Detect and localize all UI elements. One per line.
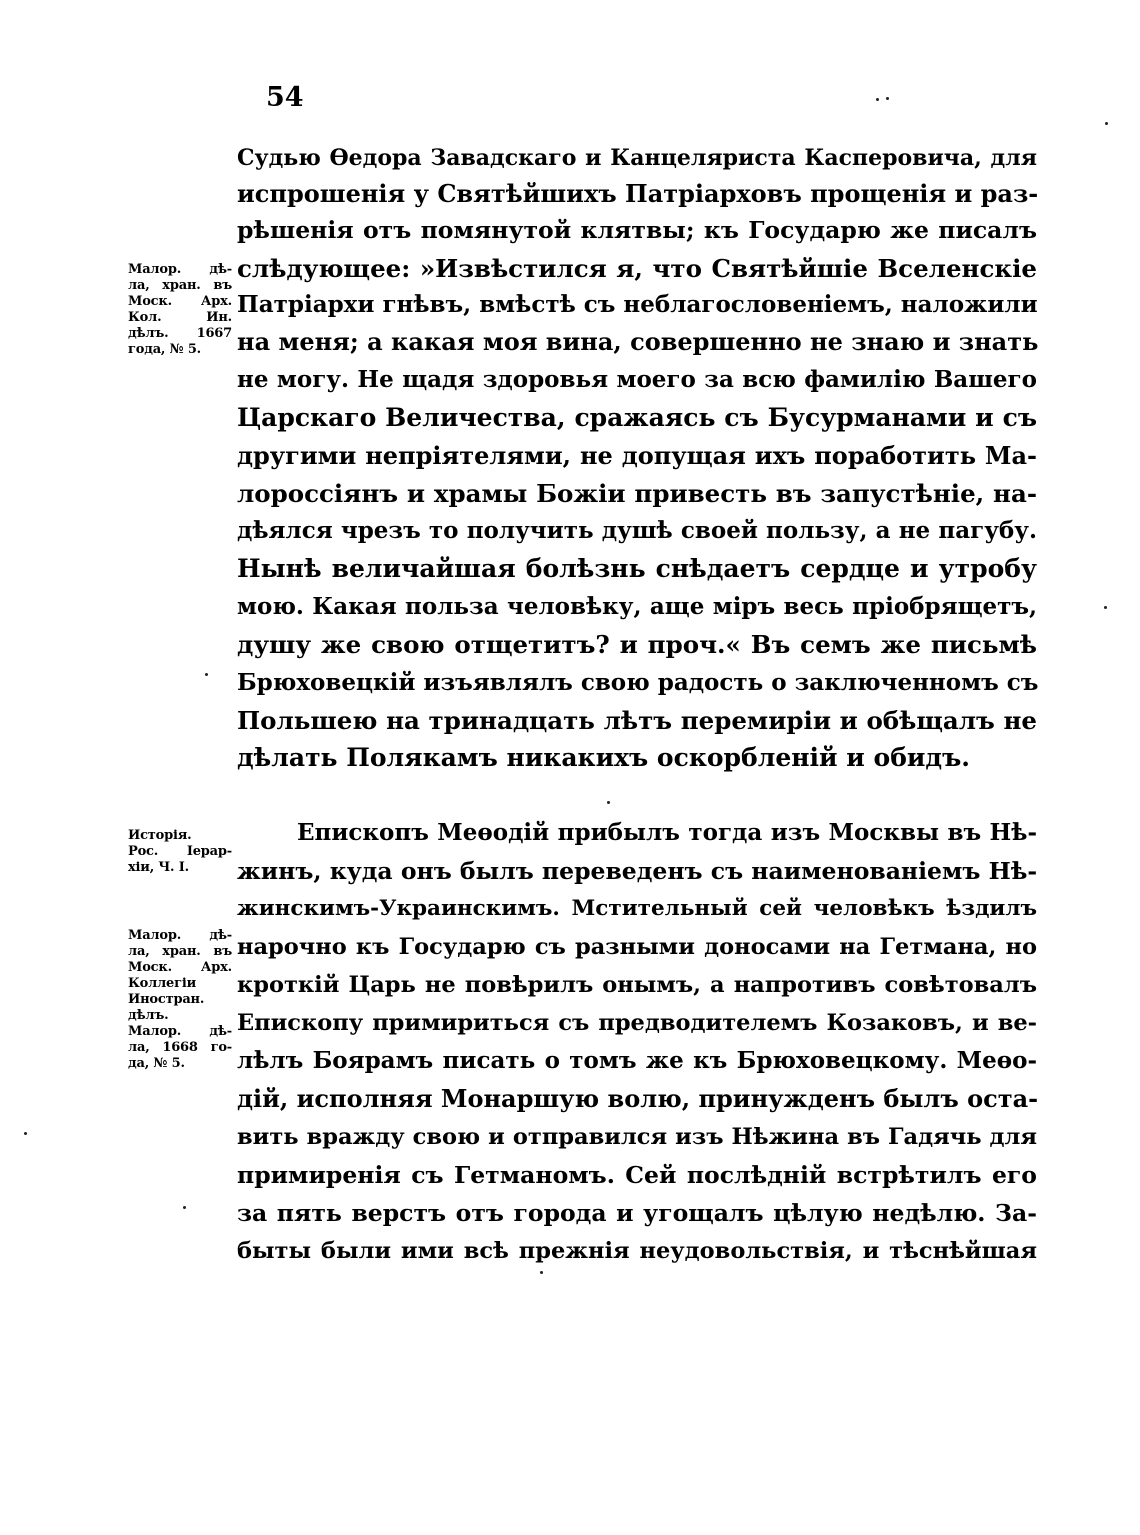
- marginal-note-line: Рос. Іерар-: [128, 844, 232, 859]
- scan-speck: [607, 801, 610, 804]
- paragraph-line: быты были ими всѣ прежнія неудовольствія, и тѣснѣйшая: [237, 1238, 1037, 1264]
- scan-speck: [205, 673, 208, 676]
- paragraph-line: Епископу примириться съ предводителемъ Козаковъ, и ве-: [237, 1010, 1037, 1036]
- scan-speck: [24, 1132, 27, 1135]
- marginal-note-line: ла, хран. въ: [128, 278, 232, 293]
- paragraph-line: не могу. Не щадя здоровья моего за всю фамилію Вашего: [237, 366, 1037, 393]
- marginal-note-line: дѣлъ. 1667: [128, 326, 232, 341]
- paragraph-line: кроткій Царь не повѣрилъ онымъ, а напротивъ совѣтовалъ: [237, 972, 1037, 998]
- paragraph-line: за пять верстъ отъ города и угощалъ цѣлую недѣлю. За-: [237, 1199, 1037, 1227]
- marginal-note-line: Моск. Арх.: [128, 294, 232, 309]
- paragraph-line: жинскимъ-Украинскимъ. Мстительный сей человѣкъ ѣздилъ: [237, 896, 1037, 921]
- paragraph-line: Царскаго Величества, сражаясь съ Бусурманами и съ: [237, 403, 1037, 432]
- paragraph-line: мою. Какая польза человѣку, аще міръ весь пріобрящетъ,: [237, 593, 1037, 620]
- marginal-note-line: Исторія.: [128, 828, 192, 843]
- paragraph-line: Патріархи гнѣвъ, вмѣстѣ съ неблагословеніемъ, наложили: [237, 291, 1038, 318]
- marginal-note-3: [128, 928, 232, 1072]
- paragraph-line: Нынѣ величайшая болѣзнь снѣдаетъ сердце и утробу: [237, 554, 1037, 583]
- marginal-note-line: ла, 1668 го-: [128, 1040, 232, 1055]
- marginal-note-line: хіи, Ч. I.: [128, 860, 189, 875]
- scan-speck: [183, 1206, 186, 1209]
- paragraph-line: дій, исполняя Монаршую волю, принужденъ былъ оста-: [237, 1084, 1039, 1113]
- paragraph-line: вить вражду свою и отправился изъ Нѣжина въ Гадячь для: [237, 1124, 1037, 1150]
- marginal-note-line: Кол. Ин.: [128, 310, 232, 325]
- marginal-note-line: Коллегіи: [128, 976, 197, 991]
- paragraph-line: Епископъ Меөодій прибылъ тогда изъ Москвы въ Нѣ-: [297, 819, 1037, 846]
- page-number: 54: [266, 82, 304, 113]
- paragraph-line: лѣлъ Боярамъ писать о томъ же къ Брюховецкому. Меөо-: [237, 1047, 1037, 1074]
- marginal-note-1: [128, 262, 232, 358]
- paragraph-line: душу же свою отщетитъ? и проч.« Въ семъ же письмѣ: [237, 630, 1037, 659]
- paragraph-line: слѣдующее: »Извѣстился я, что Святѣйшіе Вселенскіе: [237, 254, 1037, 283]
- scan-speck: [876, 98, 879, 101]
- marginal-note-line: Малор. дѣ-: [128, 928, 232, 943]
- paragraph-line: примиренія съ Гетманомъ. Сей послѣдній встрѣтилъ его: [237, 1161, 1037, 1189]
- paragraph-line: на меня; а какая моя вина, совершенно не знаю и знать: [237, 327, 1039, 356]
- marginal-note-line: да, № 5.: [128, 1056, 185, 1071]
- scan-speck: [1105, 122, 1108, 125]
- paragraph-line: нарочно къ Государю съ разными доносами на Гетмана, но: [237, 934, 1037, 960]
- paragraph-line: рѣшенія отъ помянутой клятвы; къ Государю же писалъ: [237, 216, 1037, 244]
- paragraph-line: другими непріятелями, не допущая ихъ поработить Ма-: [237, 441, 1037, 470]
- marginal-note-line: дѣлъ.: [128, 1008, 169, 1023]
- paragraph-line: Брюховецкій изъявлялъ свою радость о заключенномъ съ: [237, 669, 1039, 696]
- marginal-note-line: Малор. дѣ-: [128, 262, 232, 277]
- marginal-note-line: Малор. дѣ-: [128, 1024, 232, 1039]
- marginal-note-2: [128, 828, 232, 876]
- paragraph-line: жинъ, куда онъ былъ переведенъ съ наименованіемъ Нѣ-: [237, 857, 1038, 885]
- paragraph-line: дѣлать Полякамъ никакихъ оскорбленій и обидъ.: [237, 743, 970, 772]
- paragraph-line: дѣялся чрезъ то получить душѣ своей пользу, а не пагубу.: [237, 517, 1037, 544]
- paragraph-line: лороссіянъ и храмы Божіи привесть въ запустѣніе, на-: [237, 479, 1037, 508]
- paragraph-line: Судью Өедора Завадскаго и Канцеляриста Касперовича, для: [237, 145, 1037, 171]
- marginal-note-line: ла, хран. въ: [128, 944, 232, 959]
- marginal-note-line: Моск. Арх.: [128, 960, 232, 975]
- scan-speck: [886, 97, 889, 100]
- scan-speck: [1104, 606, 1107, 609]
- marginal-note-line: Иностран.: [128, 992, 205, 1007]
- scan-speck: [540, 1271, 543, 1274]
- marginal-note-line: года, № 5.: [128, 342, 202, 357]
- paragraph-line: испрошенія у Святѣйшихъ Патріарховъ прощенія и раз-: [237, 179, 1039, 208]
- paragraph-line: Польшею на тринадцать лѣтъ перемиріи и обѣщалъ не: [237, 706, 1037, 735]
